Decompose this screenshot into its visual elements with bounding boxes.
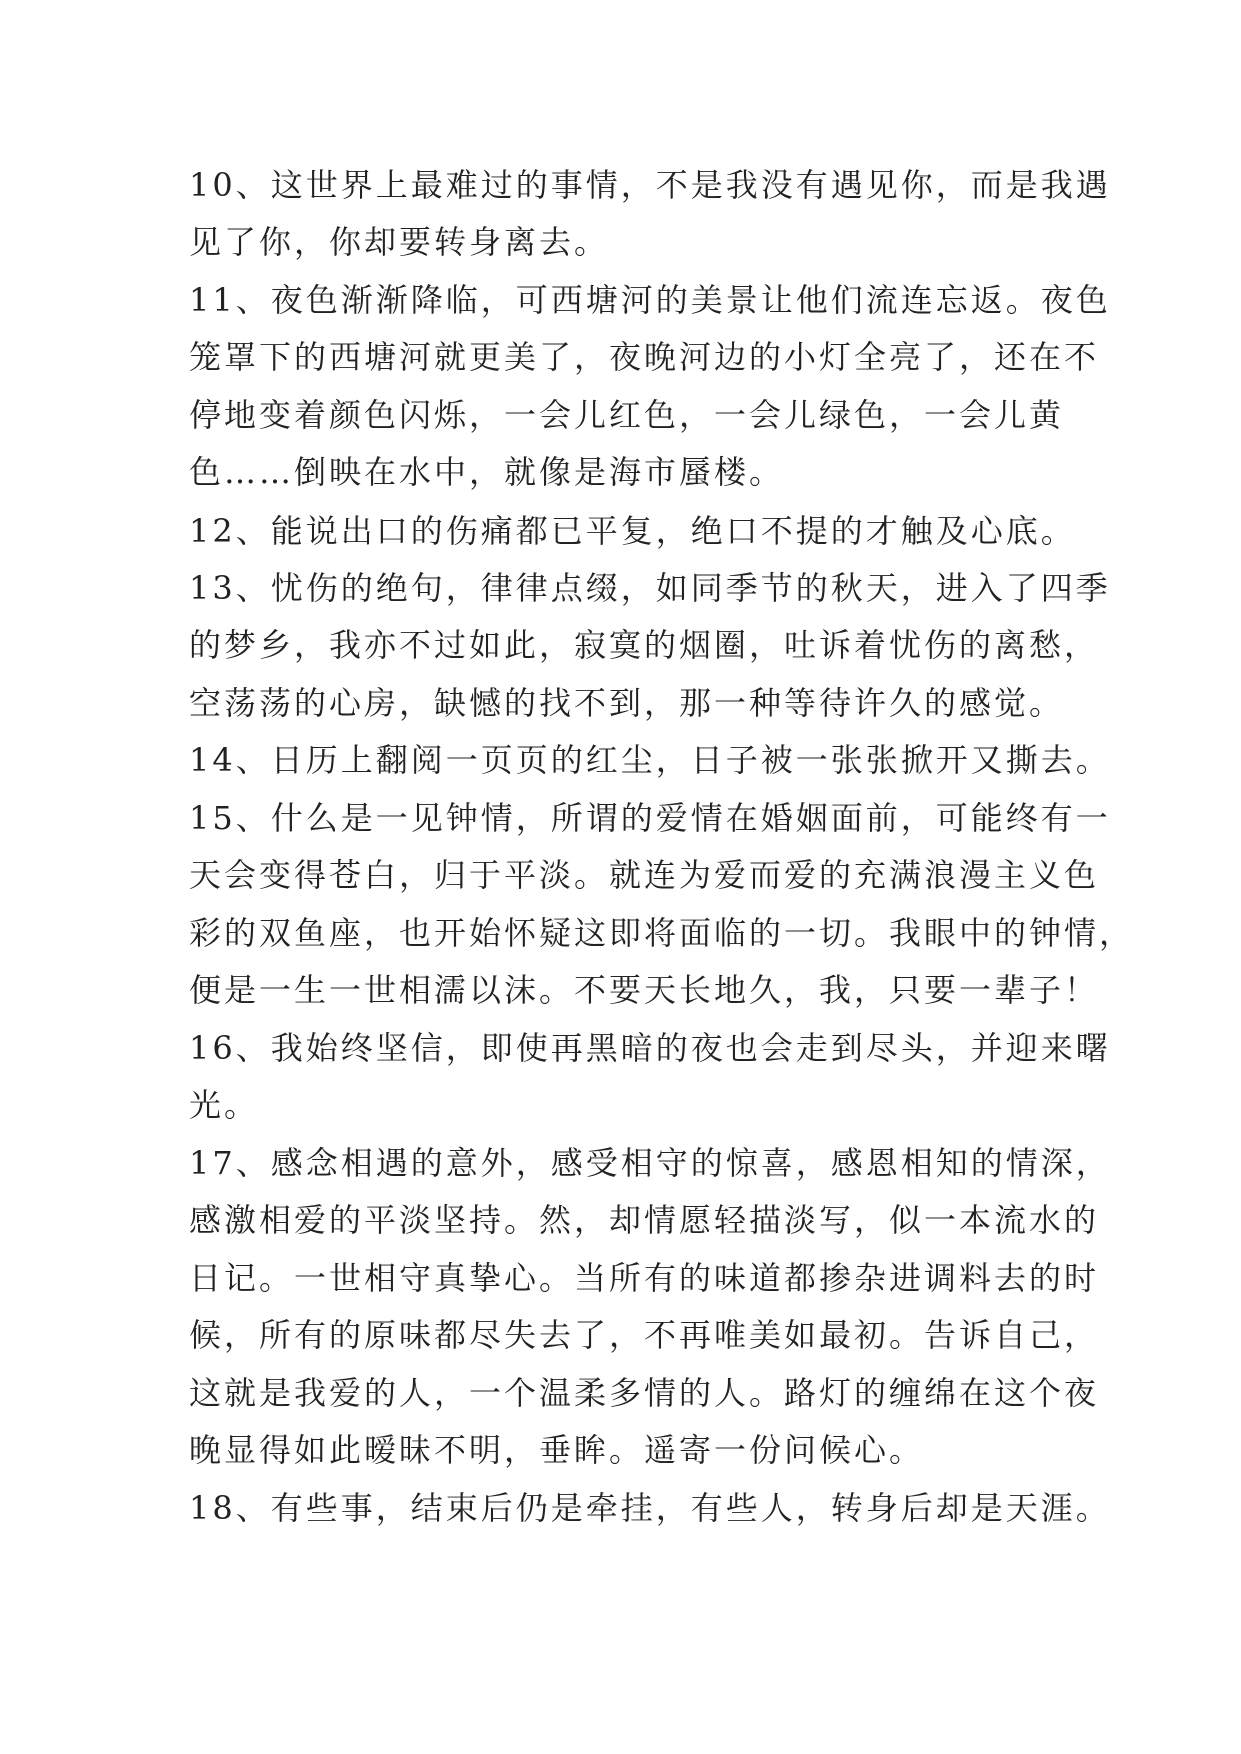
text-line: 便是一生一世相濡以沫。不要天长地久，我，只要一辈子！ — [189, 971, 1100, 1009]
text-line: 光。 — [189, 1086, 260, 1124]
text-line: 晚显得如此暧昧不明，垂眸。遥寄一份问候心。 — [189, 1431, 925, 1469]
text-line: 16、我始终坚信，即使再黑暗的夜也会走到尽头，并迎来曙 — [189, 1029, 1111, 1067]
text-line: 停地变着颜色闪烁，一会儿红色，一会儿绿色，一会儿黄 — [189, 396, 1065, 434]
text-line: 的梦乡，我亦不过如此，寂寞的烟圈，吐诉着忧伤的离愁， — [189, 626, 1100, 664]
text-line: 天会变得苍白，归于平淡。就连为爱而爱的充满浪漫主义色 — [189, 856, 1100, 894]
text-line: 日记。一世相守真挚心。当所有的味道都掺杂进调料去的时 — [189, 1259, 1100, 1297]
text-line: 这就是我爱的人，一个温柔多情的人。路灯的缠绵在这个夜 — [189, 1374, 1100, 1412]
text-line: 色……倒映在水中，就像是海市蜃楼。 — [189, 453, 785, 491]
text-line: 14、日历上翻阅一页页的红尘，日子被一张张掀开又撕去。 — [189, 741, 1111, 779]
text-line: 候，所有的原味都尽失去了，不再唯美如最初。告诉自己， — [189, 1316, 1100, 1354]
text-line: 13、忧伤的绝句，律律点缀，如同季节的秋天，进入了四季 — [189, 569, 1111, 607]
text-line: 笼罩下的西塘河就更美了，夜晚河边的小灯全亮了，还在不 — [189, 338, 1100, 376]
text-line: 15、什么是一见钟情，所谓的爱情在婚姻面前，可能终有一 — [189, 799, 1111, 837]
text-line: 17、感念相遇的意外，感受相守的惊喜，感恩相知的情深， — [189, 1144, 1111, 1182]
text-line: 12、能说出口的伤痛都已平复，绝口不提的才触及心底。 — [189, 512, 1076, 550]
text-line: 感激相爱的平淡坚持。然，却情愿轻描淡写，似一本流水的 — [189, 1201, 1100, 1239]
text-line: 18、有些事，结束后仍是牵挂，有些人，转身后却是天涯。 — [189, 1489, 1111, 1527]
text-line: 彩的双鱼座，也开始怀疑这即将面临的一切。我眼中的钟情， — [189, 914, 1135, 952]
text-line: 11、夜色渐渐降临，可西塘河的美景让他们流连忘返。夜色 — [189, 281, 1111, 319]
text-line: 10、这世界上最难过的事情，不是我没有遇见你，而是我遇 — [189, 166, 1111, 204]
text-line: 见了你，你却要转身离去。 — [189, 223, 610, 261]
text-line: 空荡荡的心房，缺憾的找不到，那一种等待许久的感觉。 — [189, 684, 1065, 722]
